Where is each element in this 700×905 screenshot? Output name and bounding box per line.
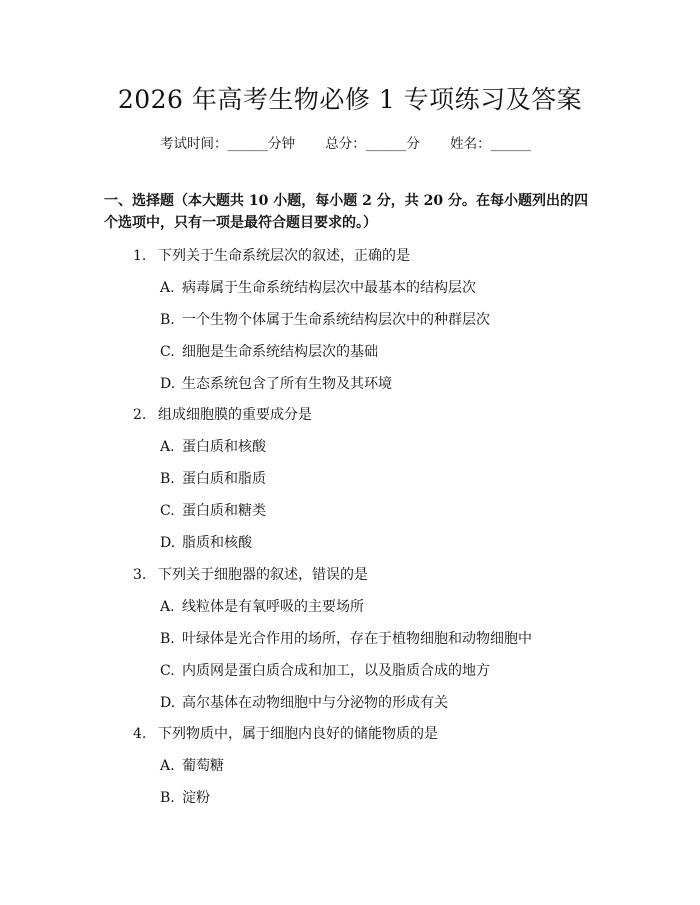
option-letter: D. xyxy=(160,535,176,551)
option-1d xyxy=(160,373,392,393)
option-letter: B. xyxy=(160,471,175,487)
option-4b xyxy=(160,787,210,807)
option-letter: D. xyxy=(160,695,176,711)
question-number: 1. xyxy=(133,248,147,264)
option-2b xyxy=(160,468,266,488)
option-text: 脂质和核酸 xyxy=(182,535,252,551)
question-2 xyxy=(133,404,312,424)
option-letter: C. xyxy=(160,503,175,519)
option-1c xyxy=(160,341,378,361)
exam-meta xyxy=(160,132,557,152)
option-text: 内质网是蛋白质合成和加工，以及脂质合成的地方 xyxy=(182,663,490,679)
question-number: 2. xyxy=(133,407,147,423)
option-text: 线粒体是有氧呼吸的主要场所 xyxy=(182,599,364,615)
option-letter: C. xyxy=(160,344,175,360)
option-3a xyxy=(160,596,364,616)
option-text: 一个生物个体属于生命系统结构层次中的种群层次 xyxy=(182,312,490,328)
option-4a xyxy=(160,755,224,775)
option-text: 细胞是生命系统结构层次的基础 xyxy=(182,344,378,360)
option-text: 生态系统包含了所有生物及其环境 xyxy=(182,376,392,392)
option-letter: C. xyxy=(160,663,175,679)
option-letter: A. xyxy=(160,439,175,455)
option-2d xyxy=(160,532,252,552)
page-title: 2026 年高考生物必修 1 专项练习及答案 xyxy=(117,85,583,114)
option-letter: B. xyxy=(160,312,175,328)
option-letter: B. xyxy=(160,631,175,647)
option-text: 蛋白质和糖类 xyxy=(182,503,266,519)
option-letter: B. xyxy=(160,790,175,806)
option-text: 葡萄糖 xyxy=(182,758,224,774)
question-number: 3. xyxy=(133,567,147,583)
question-stem: 组成细胞膜的重要成分是 xyxy=(158,407,312,423)
option-3d xyxy=(160,692,448,712)
question-stem: 下列关于生命系统层次的叙述，正确的是 xyxy=(158,248,410,264)
question-number: 4. xyxy=(133,726,147,742)
question-3 xyxy=(133,564,368,584)
option-3c xyxy=(160,660,490,680)
option-text: 高尔基体在动物细胞中与分泌物的形成有关 xyxy=(182,695,448,711)
option-1a xyxy=(160,277,476,297)
question-stem: 下列物质中，属于细胞内良好的储能物质的是 xyxy=(158,726,438,742)
option-text: 病毒属于生命系统结构层次中最基本的结构层次 xyxy=(182,280,476,296)
option-3b xyxy=(160,628,532,648)
option-letter: A. xyxy=(160,599,175,615)
question-4 xyxy=(133,723,438,743)
option-letter: A. xyxy=(160,280,175,296)
option-letter: D. xyxy=(160,376,176,392)
option-text: 叶绿体是光合作用的场所，存在于植物细胞和动物细胞中 xyxy=(182,631,532,647)
section-heading: 一、选择题（本大题共 10 小题，每小题 2 分，共 20 分。在每小题列出的四个选项中，只有一项是最符合题目要求的。） xyxy=(104,193,588,231)
option-text: 蛋白质和核酸 xyxy=(182,439,266,455)
student-name: 姓名：______ xyxy=(450,136,532,152)
option-2a xyxy=(160,436,266,456)
option-1b xyxy=(160,309,490,329)
option-letter: A. xyxy=(160,758,175,774)
question-stem: 下列关于细胞器的叙述，错误的是 xyxy=(158,567,368,583)
question-1 xyxy=(133,245,410,265)
option-text: 蛋白质和脂质 xyxy=(182,471,266,487)
total-score: 总分：______分 xyxy=(325,136,420,152)
option-2c xyxy=(160,500,266,520)
exam-time: 考试时间：______分钟 xyxy=(160,136,295,152)
option-text: 淀粉 xyxy=(182,790,210,806)
